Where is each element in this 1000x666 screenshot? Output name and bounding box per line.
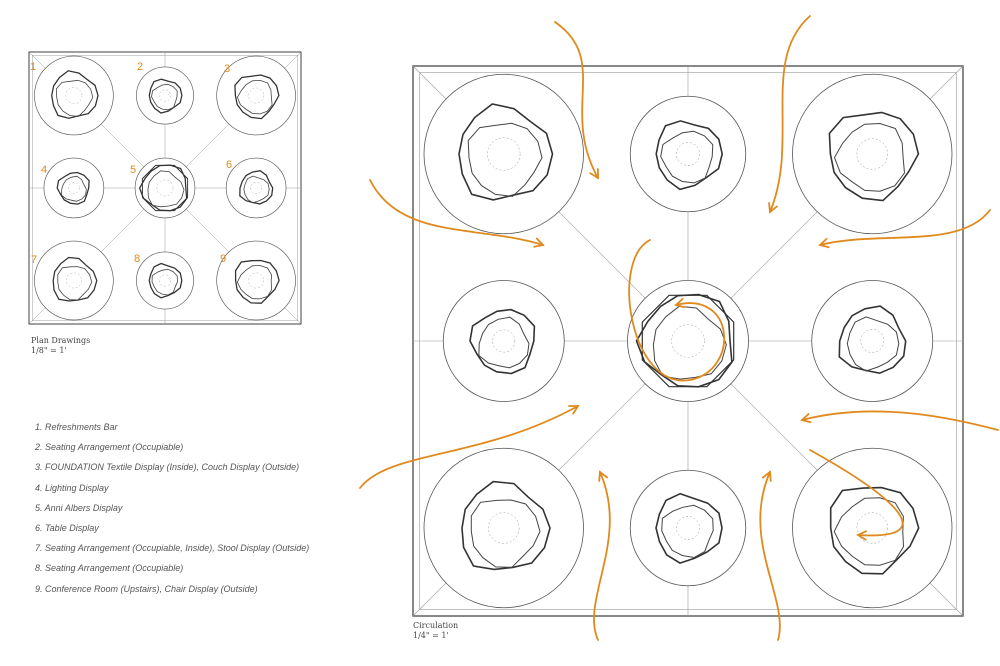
small-plan-caption-title: Plan Drawings (31, 336, 91, 345)
pod-ring (217, 241, 296, 320)
pod-ring (34, 56, 113, 135)
legend-list (35, 420, 309, 602)
pod-ring (630, 470, 746, 586)
room-number-5: 5 (130, 164, 137, 176)
pod-ring (424, 74, 584, 234)
room-number-4: 4 (41, 164, 48, 176)
circulation-caption-title: Circulation (413, 621, 459, 630)
room-number-9: 9 (220, 253, 227, 265)
pod-ring (630, 96, 746, 212)
pod-ring (793, 448, 953, 608)
legend-item: 1. Refreshments Bar (35, 422, 118, 432)
pod-ring (812, 281, 933, 402)
legend-item: 8. Seating Arrangement (Occupiable) (35, 563, 184, 574)
circulation-caption-scale: 1/4" = 1' (413, 631, 449, 640)
room-number-6: 6 (226, 159, 233, 171)
legend-item: 3. FOUNDATION Textile Display (Inside), Couch Display (Outside) (35, 462, 300, 473)
legend-item: 6. Table Display (35, 522, 99, 533)
circulation-arrow (760, 472, 780, 640)
room-number-7: 7 (31, 254, 38, 266)
room-number-1: 1 (30, 61, 37, 73)
room-number-2: 2 (137, 61, 144, 73)
legend-item: 9. Conference Room (Upstairs), Chair Display (Outside) (35, 583, 258, 594)
pod-ring (424, 448, 584, 608)
circulation-caption (413, 621, 458, 641)
pod-ring (34, 241, 113, 320)
legend-item: 5. Anni Albers Display (35, 502, 123, 513)
circulation-plan-drawing (413, 66, 963, 616)
circulation-arrow (594, 472, 610, 640)
small-plan-caption-scale: 1/8" = 1' (31, 346, 67, 355)
pod-ring (443, 281, 564, 402)
legend-item: 4. Lighting Display (35, 482, 109, 493)
legend-item: 7. Seating Arrangement (Occupiable, Inside), Stool Display (Outside) (35, 543, 310, 554)
room-number-3: 3 (224, 63, 231, 75)
pod-ring (44, 158, 104, 218)
pod-ring (136, 67, 193, 124)
pod-ring (793, 74, 953, 234)
pod-ring (226, 158, 286, 218)
small-plan-caption (31, 336, 90, 356)
circulation-arrow (802, 411, 998, 430)
small-plan-drawing (29, 52, 301, 324)
pod-ring (136, 252, 193, 309)
legend-item: 2. Seating Arrangement (Occupiable) (35, 442, 184, 453)
room-number-8: 8 (134, 253, 141, 265)
